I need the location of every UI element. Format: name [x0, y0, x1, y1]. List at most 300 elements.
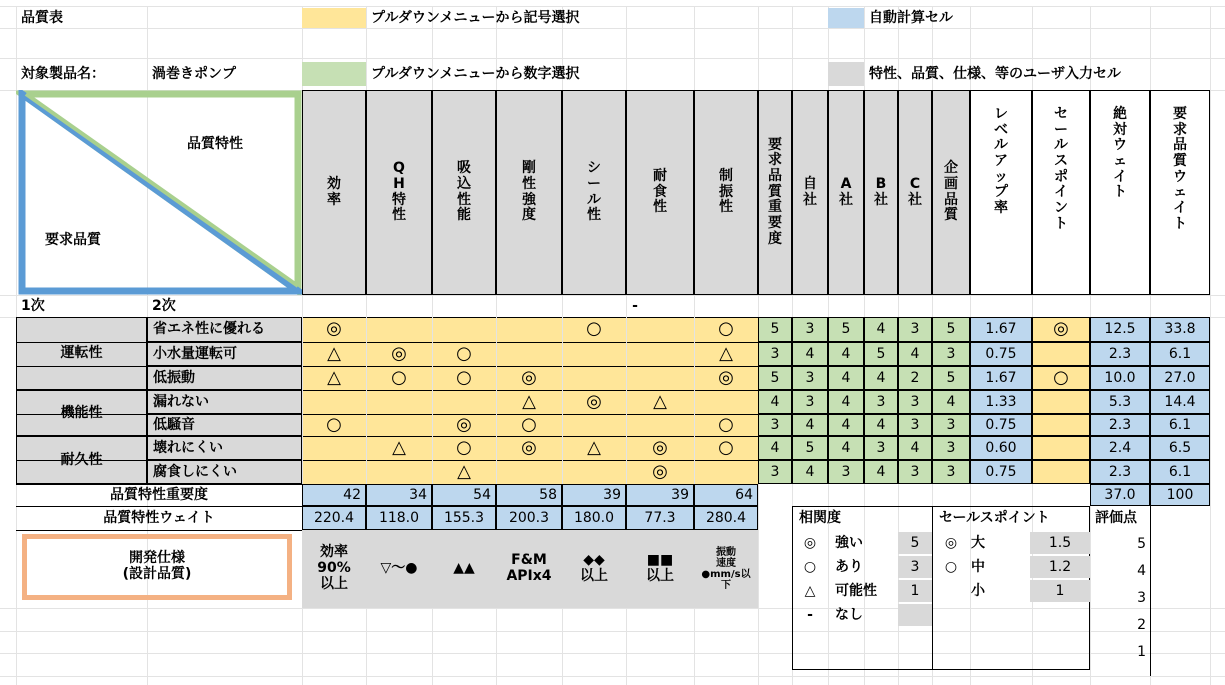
vertical-char: 社 — [908, 191, 922, 208]
vertical-char: 社 — [839, 191, 853, 208]
vertical-char: ス — [1054, 153, 1068, 170]
correlation-cell[interactable] — [626, 366, 694, 390]
spec-value-line: 下 — [721, 580, 731, 592]
score-c[interactable]: 3 — [898, 317, 932, 342]
vertical-char: 剛 — [522, 160, 536, 177]
level-up-rate: 0.75 — [970, 342, 1032, 366]
vertical-char: ベ — [994, 121, 1008, 138]
score-c[interactable]: 3 — [898, 390, 932, 414]
requirement-name[interactable]: 漏れない — [147, 390, 302, 414]
absolute-weight: 10.0 — [1090, 366, 1150, 390]
grid-line-v — [1150, 506, 1151, 676]
grid-line-h — [0, 58, 1225, 59]
correlation-legend-value — [898, 604, 932, 626]
vertical-char: ー — [587, 175, 601, 192]
vertical-char: 食 — [653, 183, 667, 200]
level1-label: 1次 — [21, 297, 45, 314]
vertical-char: H — [393, 175, 405, 192]
product-label: 対象製品名： — [21, 65, 105, 82]
vertical-char: 自 — [803, 175, 817, 192]
correlation-cell[interactable] — [366, 414, 432, 436]
score-plan[interactable]: 3 — [932, 460, 970, 484]
vertical-char: ト — [1173, 215, 1187, 232]
vertical-char: 社 — [803, 191, 817, 208]
absolute-weight: 5.3 — [1090, 390, 1150, 414]
correlation-cell[interactable] — [562, 414, 626, 436]
score-a[interactable]: 4 — [828, 366, 864, 390]
vertical-char: シ — [587, 160, 601, 177]
correlation-cell[interactable]: △ — [302, 366, 366, 390]
weight-total: 100 — [1150, 484, 1210, 506]
grid-line-v — [1210, 6, 1211, 685]
vertical-char: 品 — [944, 191, 958, 208]
vertical-char: 度 — [768, 230, 782, 247]
characteristic-header[interactable] — [694, 90, 758, 295]
grid-line-v — [626, 317, 627, 484]
correlation-cell[interactable]: ◎ — [626, 436, 694, 460]
correlation-cell[interactable]: △ — [694, 342, 758, 366]
requirement-name[interactable]: 省エネ性に優れる — [147, 317, 302, 342]
correlation-cell[interactable]: ◎ — [496, 436, 562, 460]
vertical-char: B — [875, 175, 887, 192]
correlation-cell[interactable] — [302, 436, 366, 460]
score-a[interactable]: 4 — [828, 390, 864, 414]
score-own[interactable]: 4 — [792, 342, 828, 366]
score-importance[interactable]: 3 — [758, 342, 792, 366]
characteristic-header[interactable] — [562, 90, 626, 295]
correlation-cell[interactable]: △ — [626, 390, 694, 414]
correlation-cell[interactable]: ◎ — [302, 317, 366, 342]
characteristic-importance: 64 — [694, 484, 758, 506]
sales-legend-label: 大 — [971, 534, 985, 551]
vertical-char: 要 — [768, 215, 782, 231]
vertical-char: ト — [1113, 184, 1127, 201]
grid-line-v — [496, 317, 497, 484]
score-c[interactable]: 3 — [898, 460, 932, 484]
correlation-cell[interactable] — [432, 317, 496, 342]
product-name[interactable]: 渦巻きポンプ — [152, 65, 236, 82]
correlation-cell[interactable]: ◎ — [562, 390, 626, 414]
vertical-char: イ — [1173, 200, 1187, 217]
grid-line-v — [432, 317, 433, 484]
level-up-rate: 1.67 — [970, 317, 1032, 342]
score-a[interactable]: 5 — [828, 317, 864, 342]
characteristic-weight: 280.4 — [694, 506, 758, 530]
vertical-char: 求 — [768, 152, 782, 169]
correlation-cell[interactable]: △ — [366, 436, 432, 460]
absolute-weight: 2.3 — [1090, 414, 1150, 436]
spec-value[interactable] — [366, 530, 432, 608]
vertical-char: ル — [994, 137, 1008, 154]
requirement-name[interactable]: 壊れにくい — [147, 436, 302, 460]
score-plan[interactable]: 3 — [932, 414, 970, 436]
vertical-char: 絶 — [1113, 106, 1127, 122]
spec-value-line: ●mm/s以 — [701, 569, 751, 580]
vertical-char: ン — [1054, 200, 1068, 217]
vertical-char: 性 — [392, 207, 406, 224]
grid-line-v — [302, 317, 303, 484]
spec-value-line: 振動 — [716, 546, 736, 558]
correlation-cell[interactable]: △ — [496, 390, 562, 414]
column-header-abs_weight — [1090, 90, 1150, 295]
vertical-char: 社 — [874, 191, 888, 208]
correlation-cell[interactable] — [366, 317, 432, 342]
correlation-cell[interactable]: △ — [562, 436, 626, 460]
vertical-char: A — [840, 175, 852, 192]
score-a[interactable]: 3 — [828, 460, 864, 484]
correlation-cell[interactable] — [302, 390, 366, 414]
correlation-cell[interactable] — [496, 317, 562, 342]
spec-value-line: ■■ — [646, 552, 674, 569]
quality-importance-label: 品質特性重要度 — [110, 486, 208, 503]
vertical-char: 画 — [944, 175, 958, 192]
legend-swatch-blue — [828, 8, 864, 28]
vertical-char: 制 — [719, 167, 733, 184]
category-1[interactable]: 機能性 — [16, 390, 147, 436]
vertical-char: ウ — [1173, 168, 1187, 185]
sales-point-cell[interactable]: ◎ — [1032, 317, 1090, 342]
score-own[interactable]: 3 — [792, 390, 828, 414]
vertical-char: ウ — [1113, 137, 1127, 154]
vertical-char: 度 — [522, 207, 536, 224]
characteristic-header[interactable] — [626, 90, 694, 295]
vertical-char: プ — [994, 184, 1008, 201]
vertical-char: C — [909, 175, 921, 192]
vertical-char: 性 — [587, 207, 601, 224]
level-up-rate: 0.75 — [970, 414, 1032, 436]
vertical-char: ル — [1054, 137, 1068, 154]
vertical-char: Q — [393, 160, 405, 177]
spec-value-line: APIx4 — [506, 568, 552, 584]
correlation-cell[interactable]: ○ — [432, 366, 496, 390]
spec-value[interactable] — [562, 530, 626, 608]
correlation-legend-symbol: ◎ — [803, 534, 817, 551]
correlation-cell[interactable]: ◎ — [626, 460, 694, 484]
requirement-name[interactable]: 低騒音 — [147, 414, 302, 436]
spec-value[interactable] — [302, 530, 366, 608]
grid-line-h — [0, 6, 1225, 7]
correlation-cell[interactable]: ○ — [432, 436, 496, 460]
vertical-char: 率 — [327, 191, 341, 208]
vertical-char: ー — [1054, 121, 1068, 138]
score-legend-value: 1 — [1137, 643, 1146, 660]
correlation-cell[interactable] — [626, 317, 694, 342]
dash-label: - — [632, 297, 638, 314]
correlation-legend-label: あり — [835, 558, 863, 575]
score-c[interactable]: 4 — [898, 342, 932, 366]
correlation-cell[interactable]: ○ — [694, 436, 758, 460]
score-own[interactable]: 4 — [792, 414, 828, 436]
vertical-char: 要 — [768, 136, 782, 153]
score-c[interactable]: 4 — [898, 436, 932, 460]
characteristic-weight: 77.3 — [626, 506, 694, 530]
correlation-legend-symbol: △ — [804, 582, 816, 599]
characteristic-header[interactable] — [432, 90, 496, 295]
spec-value[interactable] — [496, 530, 562, 608]
correlation-cell[interactable]: ○ — [694, 414, 758, 436]
level-up-rate: 1.33 — [970, 390, 1032, 414]
correlation-cell[interactable] — [562, 342, 626, 366]
quality-weight-label: 品質特性ウェイト — [103, 509, 215, 526]
requirement-weight: 33.8 — [1150, 317, 1210, 342]
vertical-char: ポ — [1054, 168, 1068, 185]
correlation-cell[interactable]: ◎ — [432, 414, 496, 436]
column-header-level_up — [970, 90, 1032, 295]
vertical-char: 特 — [392, 191, 406, 208]
correlation-cell[interactable] — [626, 414, 694, 436]
correlation-cell[interactable] — [432, 390, 496, 414]
requirement-weight: 6.1 — [1150, 414, 1210, 436]
characteristic-header[interactable] — [302, 90, 366, 295]
score-plan[interactable]: 5 — [932, 366, 970, 390]
score-b[interactable]: 4 — [864, 317, 898, 342]
vertical-char: 要 — [1173, 106, 1187, 122]
grid-line-v — [366, 317, 367, 484]
spec-value-line: 以上 — [580, 568, 608, 584]
correlation-legend-value: 3 — [898, 556, 932, 578]
absolute-weight: 12.5 — [1090, 317, 1150, 342]
correlation-cell[interactable] — [562, 460, 626, 484]
correlation-cell[interactable] — [366, 390, 432, 414]
spec-value-line: ◆◆ — [583, 552, 605, 569]
correlation-legend-value: 1 — [898, 580, 932, 602]
sales-legend-title: セールスポイント — [939, 509, 1050, 526]
score-plan[interactable]: 3 — [932, 342, 970, 366]
spec-value-line: 以上 — [646, 568, 674, 584]
vertical-char: ェ — [1173, 184, 1187, 201]
score-legend-value: 2 — [1137, 616, 1146, 633]
vertical-char: セ — [1054, 106, 1068, 122]
vertical-char: 効 — [327, 175, 341, 192]
column-header-importance — [758, 90, 792, 295]
score-b[interactable]: 3 — [864, 436, 898, 460]
score-own[interactable]: 4 — [792, 460, 828, 484]
score-legend-value: 5 — [1137, 535, 1146, 552]
level-up-rate: 1.67 — [970, 366, 1032, 390]
legend-swatch-gray — [828, 62, 864, 86]
score-a[interactable]: 4 — [828, 414, 864, 436]
score-importance[interactable]: 5 — [758, 317, 792, 342]
vertical-char: ト — [1054, 215, 1068, 232]
vertical-char: ル — [587, 191, 601, 208]
grid-line-h — [0, 28, 1225, 29]
characteristic-weight: 220.4 — [302, 506, 366, 530]
legend-swatch-yellow — [302, 8, 366, 28]
correlation-cell[interactable]: ○ — [432, 342, 496, 366]
correlation-cell[interactable] — [694, 460, 758, 484]
correlation-cell[interactable]: ○ — [496, 414, 562, 436]
sales-point-cell[interactable] — [1032, 436, 1090, 460]
spec-value-line: 以上 — [320, 575, 348, 592]
level2-label: 2次 — [152, 297, 176, 314]
vertical-char: 質 — [1173, 153, 1187, 170]
requirement-name[interactable]: 腐食しにくい — [147, 460, 302, 484]
correlation-cell[interactable]: △ — [432, 460, 496, 484]
grid-line-h — [16, 414, 758, 415]
column-header-req_weight — [1150, 90, 1210, 295]
score-b[interactable]: 4 — [864, 366, 898, 390]
correlation-legend-symbol: ○ — [803, 558, 817, 575]
vertical-char: 性 — [719, 199, 733, 216]
spec-value[interactable] — [694, 530, 758, 608]
score-own[interactable]: 3 — [792, 317, 828, 342]
vertical-char: 重 — [768, 199, 782, 216]
score-importance[interactable]: 3 — [758, 414, 792, 436]
requirement-weight: 6.5 — [1150, 436, 1210, 460]
level-up-rate: 0.75 — [970, 460, 1032, 484]
sales-legend-symbol: ◎ — [944, 534, 958, 551]
characteristic-importance: 39 — [562, 484, 626, 506]
score-own[interactable]: 3 — [792, 366, 828, 390]
sales-legend-value: 1.2 — [1030, 556, 1090, 578]
score-b[interactable]: 4 — [864, 414, 898, 436]
corner-diagonal-graphic — [16, 90, 302, 295]
required-quality-label: 要求品質 — [45, 231, 101, 248]
correlation-cell[interactable]: ○ — [562, 317, 626, 342]
sales-point-cell[interactable] — [1032, 342, 1090, 366]
correlation-cell[interactable] — [366, 460, 432, 484]
score-importance[interactable]: 4 — [758, 390, 792, 414]
score-b[interactable]: 5 — [864, 342, 898, 366]
correlation-cell[interactable] — [496, 460, 562, 484]
sales-point-cell[interactable]: ○ — [1032, 366, 1090, 390]
vertical-char: 性 — [653, 199, 667, 216]
correlation-cell[interactable]: ◎ — [496, 366, 562, 390]
column-header-own — [792, 90, 828, 295]
characteristic-importance: 54 — [432, 484, 496, 506]
vertical-char: 品 — [1173, 137, 1187, 154]
sales-point-cell[interactable] — [1032, 390, 1090, 414]
correlation-cell[interactable]: ○ — [366, 366, 432, 390]
sales-legend-value: 1 — [1030, 580, 1090, 602]
correlation-cell[interactable]: ◎ — [694, 366, 758, 390]
sheet-title: 品質表 — [21, 9, 63, 26]
vertical-char: イ — [1054, 184, 1068, 201]
vertical-char: 質 — [944, 207, 958, 224]
requirement-name[interactable]: 低振動 — [147, 366, 302, 390]
characteristic-weight: 118.0 — [366, 506, 432, 530]
vertical-char: ア — [994, 153, 1008, 170]
level-up-rate: 0.60 — [970, 436, 1032, 460]
vertical-char: 込 — [457, 175, 471, 192]
score-importance[interactable]: 4 — [758, 436, 792, 460]
score-own[interactable]: 5 — [792, 436, 828, 460]
vertical-char: 品 — [768, 167, 782, 184]
development-spec-label — [22, 534, 292, 600]
category-2[interactable]: 耐久性 — [16, 436, 147, 484]
characteristic-header[interactable] — [366, 90, 432, 295]
score-importance[interactable]: 5 — [758, 366, 792, 390]
spec-value-line: 速度 — [716, 557, 736, 569]
score-plan[interactable]: 3 — [932, 436, 970, 460]
spec-value-line: ▽～● — [380, 560, 418, 577]
legend-dropdown-number: プルダウンメニューから数字選択 — [371, 65, 580, 82]
legend-user-input: 特性、品質、仕様、等のユーザ入力セル — [869, 65, 1121, 82]
absolute-weight: 2.4 — [1090, 436, 1150, 460]
correlation-cell[interactable]: ○ — [694, 317, 758, 342]
legend-auto-calc: 自動計算セル — [869, 9, 953, 26]
correlation-cell[interactable]: ○ — [302, 414, 366, 436]
correlation-legend-symbol: - — [807, 606, 813, 623]
characteristic-weight: 200.3 — [496, 506, 562, 530]
spec-value[interactable] — [626, 530, 694, 608]
correlation-cell[interactable] — [302, 460, 366, 484]
spec-value-line: 90% — [317, 560, 351, 577]
grid-line-v — [932, 506, 933, 670]
score-b[interactable]: 4 — [864, 460, 898, 484]
correlation-cell[interactable] — [626, 342, 694, 366]
vertical-char: ッ — [994, 168, 1008, 185]
correlation-legend-title: 相関度 — [799, 509, 841, 526]
score-a[interactable]: 4 — [828, 436, 864, 460]
score-plan[interactable]: 5 — [932, 317, 970, 342]
column-header-plan — [932, 90, 970, 295]
score-a[interactable]: 4 — [828, 342, 864, 366]
grid-line-h — [16, 436, 758, 437]
spec-value[interactable] — [432, 530, 496, 608]
score-c[interactable]: 3 — [898, 414, 932, 436]
spec-label-line1: 開発仕様 — [129, 550, 185, 567]
sales-point-cell[interactable] — [1032, 414, 1090, 436]
correlation-legend-label: 強い — [835, 534, 863, 551]
spec-value-line: F&M — [511, 552, 547, 569]
grid-line-v — [758, 317, 759, 484]
vertical-char: 性 — [457, 191, 471, 208]
sales-point-cell[interactable] — [1032, 460, 1090, 484]
grid-line-h — [16, 390, 758, 391]
score-legend-value: 4 — [1137, 562, 1146, 579]
correlation-cell[interactable] — [694, 390, 758, 414]
vertical-char: 率 — [994, 200, 1008, 217]
category-0[interactable]: 運転性 — [16, 317, 147, 390]
vertical-char: 質 — [768, 183, 782, 200]
sales-legend-symbol: ○ — [944, 558, 958, 575]
correlation-legend-value: 5 — [898, 532, 932, 554]
sales-legend-value: 1.5 — [1030, 532, 1090, 554]
vertical-char: 性 — [522, 175, 536, 192]
legend-dropdown-symbol: プルダウンメニューから記号選択 — [371, 9, 580, 26]
spec-label-line2: (設計品質) — [122, 566, 192, 582]
vertical-char: 強 — [522, 191, 536, 208]
correlation-cell[interactable] — [562, 366, 626, 390]
sales-legend-label: 中 — [971, 558, 985, 575]
requirement-name[interactable]: 小水量運転可 — [147, 342, 302, 366]
absolute-weight: 2.3 — [1090, 460, 1150, 484]
score-plan[interactable]: 4 — [932, 390, 970, 414]
column-header-a — [828, 90, 864, 295]
column-header-c — [898, 90, 932, 295]
characteristic-importance: 58 — [496, 484, 562, 506]
characteristic-importance: 42 — [302, 484, 366, 506]
correlation-legend-label: 可能性 — [835, 582, 877, 599]
correlation-legend-label: なし — [835, 606, 863, 623]
score-c[interactable]: 2 — [898, 366, 932, 390]
correlation-cell[interactable]: △ — [302, 342, 366, 366]
correlation-cell[interactable] — [496, 342, 562, 366]
vertical-char: 耐 — [653, 167, 667, 184]
grid-line-h — [16, 366, 758, 367]
correlation-cell[interactable]: ◎ — [366, 342, 432, 366]
vertical-char: 求 — [1173, 121, 1187, 138]
absolute-weight-total: 37.0 — [1090, 484, 1150, 506]
score-b[interactable]: 3 — [864, 390, 898, 414]
quality-characteristic-label: 品質特性 — [187, 135, 243, 152]
score-importance[interactable]: 3 — [758, 460, 792, 484]
vertical-char: ェ — [1113, 153, 1127, 170]
spec-value-line: ▲▲ — [453, 560, 475, 577]
characteristic-header[interactable] — [496, 90, 562, 295]
legend-swatch-green — [302, 62, 366, 86]
